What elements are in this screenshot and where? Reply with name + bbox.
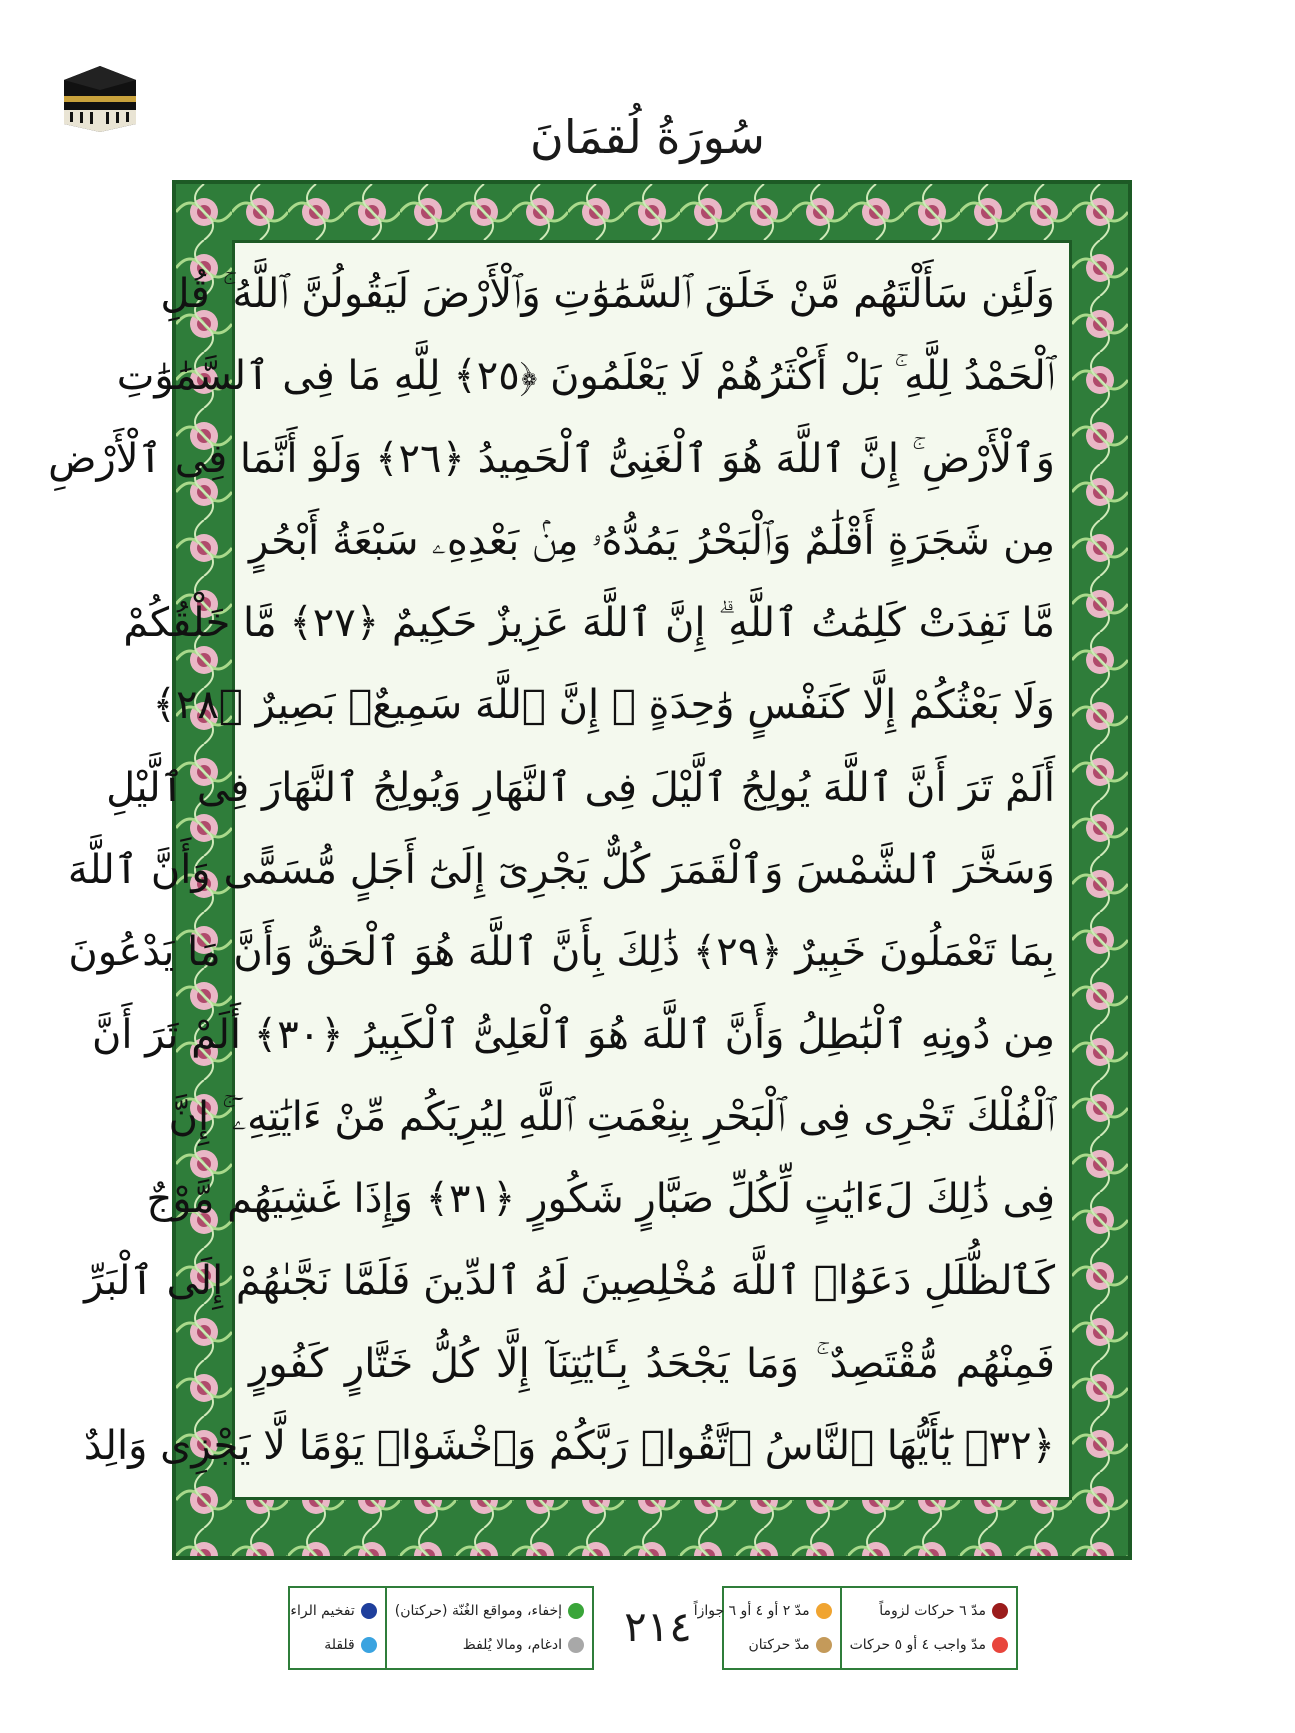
- color-dot-icon: [568, 1637, 584, 1653]
- text-line: ﴿٣٢﴾ يَٰٓأَيُّهَا ٱلنَّاسُ ٱتَّقُوا۟ رَبَّكُمْ وَٱخْشَوْا۟ يَوْمًا لَّا يَجْزِى وَالِدٌ: [83, 1422, 1055, 1469]
- text-line: وَسَخَّرَ ٱلشَّمْسَ وَٱلْقَمَرَ كُلٌّ يَجْرِىٓ إِلَىٰٓ أَجَلٍ مُّسَمًّى وَأَنَّ ٱللَّهَ: [67, 846, 1055, 893]
- text-line: فِى ذَٰلِكَ لَءَايَٰتٍ لِّكُلِّ صَبَّارٍ شَكُورٍ ﴿٣١﴾ وَإِذَا غَشِيَهُم مَّوْجٌ: [146, 1176, 1055, 1223]
- text-line: وَلَا بَعْثُكُمْ إِلَّا كَنَفْسٍ وَٰحِدَةٍ ۗ إِنَّ ٱللَّهَ سَمِيعٌۢ بَصِيرٌ ﴿٢٨﴾: [152, 682, 1055, 729]
- legend-item: [395, 1603, 584, 1619]
- quran-text: [48, 253, 1055, 1487]
- legend-item: [290, 1637, 376, 1653]
- legend-label: مدّ واجب ٤ أو ٥ حركات: [849, 1637, 986, 1653]
- legend-label: إخفاء، ومواقع الغُنّة (حركتان): [394, 1603, 562, 1619]
- legend-label: مدّ ٦ حركات لزوماً: [879, 1603, 986, 1619]
- text-line: وَلَئِن سَأَلْتَهُم مَّنْ خَلَقَ ٱلسَّمَٰوَٰتِ وَٱلْأَرْضَ لَيَقُولُنَّ ٱللَّهُ ۚ قُلِ: [160, 271, 1055, 317]
- legend-item: [850, 1637, 1008, 1653]
- legend-label: قلقلة: [324, 1637, 355, 1653]
- text-panel: [48, 240, 1072, 1500]
- text-line: ٱلْحَمْدُ لِلَّهِ ۚ بَلْ أَكْثَرُهُمْ لَا يَعْلَمُونَ ﴿٢٥﴾ لِلَّهِ مَا فِى ٱلسَّمَٰوَٰتِ: [116, 353, 1055, 400]
- legend-item: [850, 1603, 1008, 1619]
- legend-label: تفخيم الراء: [290, 1603, 355, 1619]
- legend-item: [290, 1603, 376, 1619]
- text-line: فَمِنْهُم مُّقْتَصِدٌ ۚ وَمَا يَجْحَدُ بِـَٔايَٰتِنَآ إِلَّا كُلُّ خَتَّارٍ كَفُورٍ: [249, 1340, 1055, 1387]
- legend-item: [395, 1637, 584, 1653]
- color-dot-icon: [816, 1637, 832, 1653]
- tajweed-legend-madd: [693, 1586, 1018, 1670]
- color-dot-icon: [992, 1603, 1008, 1619]
- text-line: كَٱلظُّلَلِ دَعَوُا۟ ٱللَّهَ مُخْلِصِينَ لَهُ ٱلدِّينَ فَلَمَّا نَجَّىٰهُمْ إِلَى ٱلْبَرِّ: [84, 1258, 1055, 1305]
- text-line: مِن دُونِهِ ٱلْبَٰطِلُ وَأَنَّ ٱللَّهَ هُوَ ٱلْعَلِىُّ ٱلْكَبِيرُ ﴿٣٠﴾ أَلَمْ تَرَ أَنَّ: [91, 1011, 1055, 1058]
- legend-label: مدّ ٢ أو ٤ أو ٦ جوازاً: [693, 1603, 810, 1619]
- text-line: ٱلْفُلْكَ تَجْرِى فِى ٱلْبَحْرِ بِنِعْمَتِ ٱللَّهِ لِيُرِيَكُم مِّنْ ءَايَٰتِهِۦٓ ۚ إِنَّ: [168, 1093, 1055, 1140]
- text-line: مَّا نَفِدَتْ كَلِمَٰتُ ٱللَّهِ ۗ إِنَّ ٱللَّهَ عَزِيزٌ حَكِيمٌ ﴿٢٧﴾ مَّا خَلْقُكُمْ: [123, 600, 1055, 647]
- color-dot-icon: [992, 1637, 1008, 1653]
- ornamental-frame: [48, 180, 1132, 1560]
- legend-label: مدّ حركتان: [748, 1637, 810, 1653]
- color-dot-icon: [568, 1603, 584, 1619]
- text-line: بِمَا تَعْمَلُونَ خَبِيرٌ ﴿٢٩﴾ ذَٰلِكَ بِأَنَّ ٱللَّهَ هُوَ ٱلْحَقُّ وَأَنَّ مَا يَدْعُونَ: [68, 929, 1055, 976]
- text-line: أَلَمْ تَرَ أَنَّ ٱللَّهَ يُولِجُ ٱلَّيْلَ فِى ٱلنَّهَارِ وَيُولِجُ ٱلنَّهَارَ فِى ٱلَّيْلِ: [106, 764, 1055, 811]
- surah-title: سُورَةُ لُقمَانَ: [530, 110, 765, 164]
- text-line: وَٱلْأَرْضِ ۚ إِنَّ ٱللَّهَ هُوَ ٱلْغَنِىُّ ٱلْحَمِيدُ ﴿٢٦﴾ وَلَوْ أَنَّمَا فِى ٱلْأَرْضِ: [48, 435, 1055, 482]
- color-dot-icon: [361, 1603, 377, 1619]
- text-line: مِن شَجَرَةٍ أَقْلَٰمٌ وَٱلْبَحْرُ يَمُدُّهُۥ مِنۢ بَعْدِهِۦ سَبْعَةُ أَبْحُرٍ: [249, 517, 1055, 564]
- legend-label: ادغام، ومالا يُلفظ: [462, 1637, 562, 1653]
- color-dot-icon: [816, 1603, 832, 1619]
- page-number: ٢١٤: [624, 1602, 692, 1651]
- tajweed-legend-ghunna: [288, 1586, 594, 1670]
- color-dot-icon: [361, 1637, 377, 1653]
